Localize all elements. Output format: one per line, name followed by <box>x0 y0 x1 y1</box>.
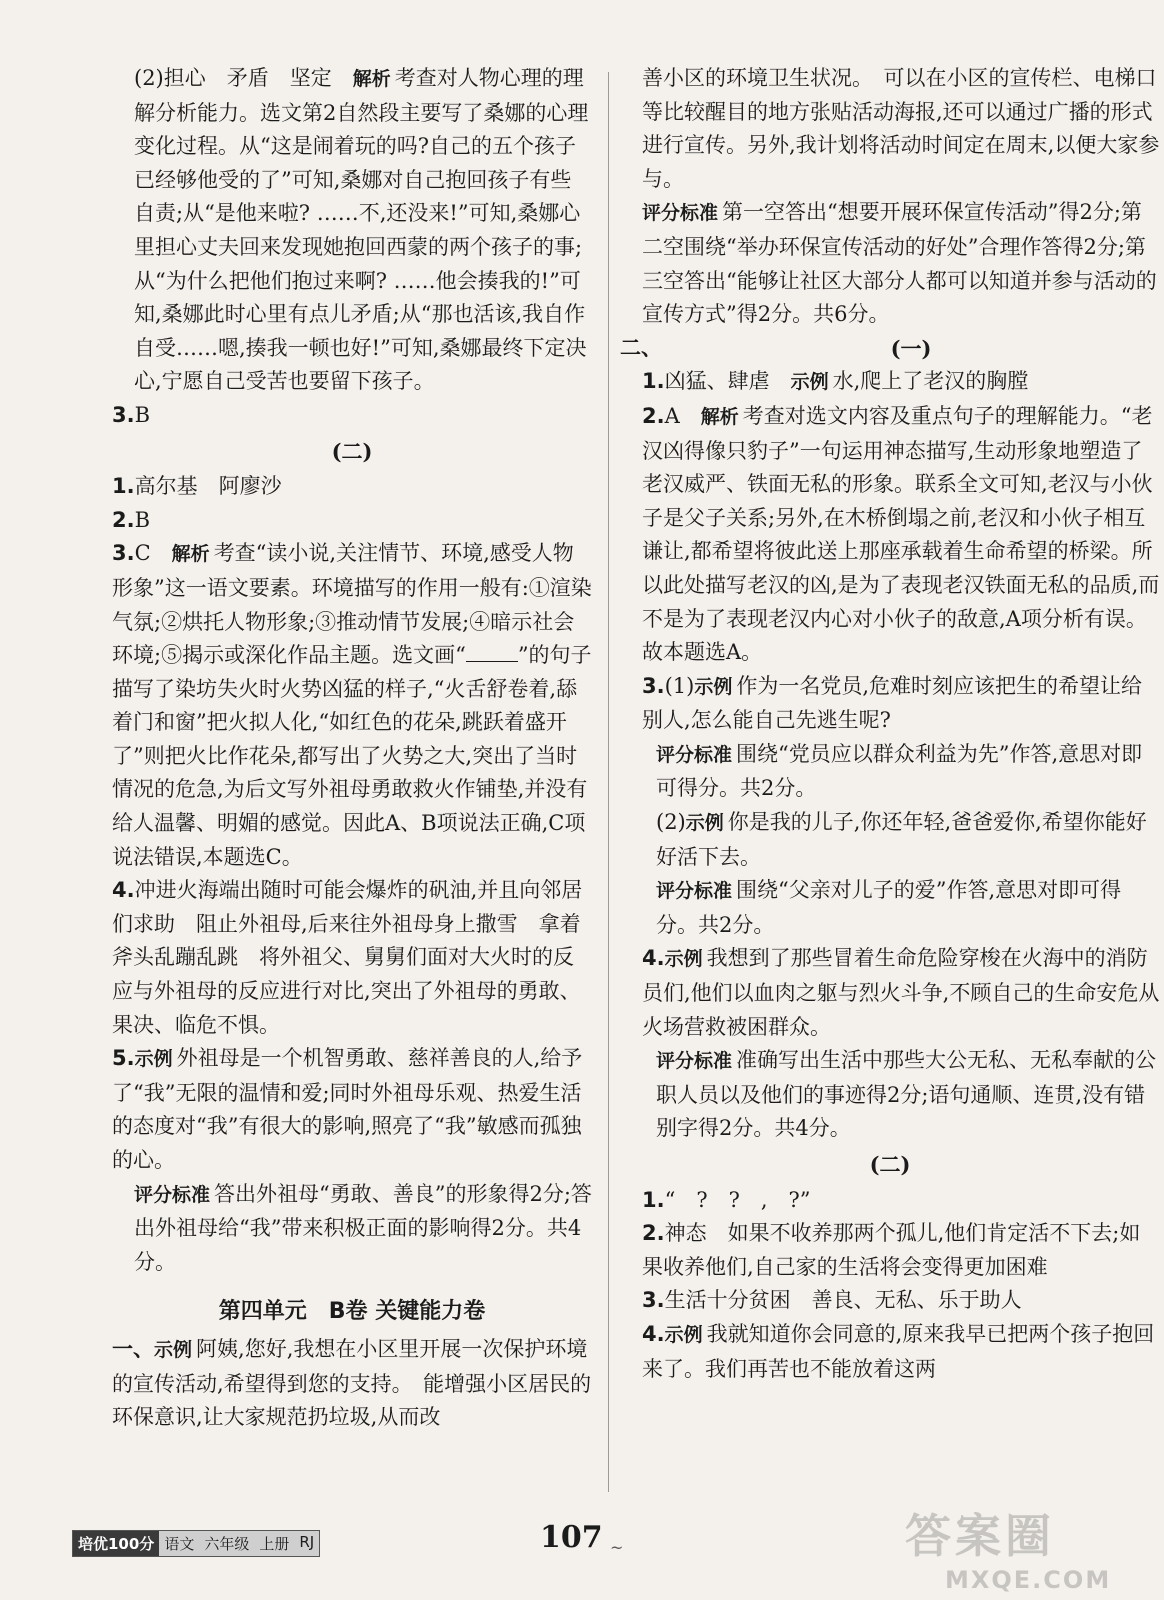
right-column <box>620 62 1160 1386</box>
underline-blank <box>466 643 518 662</box>
book-series-label <box>72 1530 320 1557</box>
answer-1: 1.高尔基 阿廖沙 <box>112 474 282 499</box>
unit-title: 第四单元 B卷 关键能力卷 <box>218 1299 486 1325</box>
watermark-text: 答案圈 <box>905 1509 1055 1563</box>
page-number: 107 <box>540 1520 603 1555</box>
part-1-answer-cont: 善小区的环境卫生状况。 可以在小区的宣传栏、电梯口等比较醒目的地方张贴活动海报,还可以通过广播的形式进行宣传。另外,我计划将活动时间定在周末,以便大家参与。 <box>642 66 1160 191</box>
answer-3-analysis: 3.C 解析 考查“读小说,关注情节、环境,感受人物形象”这一语文要素。环境描写的作用一般有:①渲染气氛;②烘托人物形象;③推动情节发展;④暗示社会环境;⑤揭示或深化作品主题。选文画“ ”的句子描写了染坊失火时火势凶猛的样子,“火舌舒卷着,舔着门和窗”把火拟人化,“如红色的花朵,跳跃着盛开了”则把火比作花朵,都写出了火势之大,突出了当时情况的危急,为后文写外祖母勇敢救火作铺垫,并没有给人温馨、明媚的感觉。因此A、B项说法正确,C项说法错误,本题选C。 <box>112 541 592 869</box>
scoring-standard: 评分标准 答出外祖母“勇敢、善良”的形象得2分;答出外祖母给“我”带来积极正面的影响得2分。共4分。 <box>134 1181 592 1274</box>
answer-b3-2: (2)示例 你是我的儿子,你还年轻,爸爸爱你,希望你能好好活下去。 <box>656 810 1147 869</box>
answer-2: 2.B <box>112 507 151 532</box>
volume-label: 上册 <box>254 1531 294 1556</box>
page-number-ornament: ~ <box>610 1538 624 1557</box>
answer-c1: 1.“ ? ? , ?” <box>642 1187 811 1212</box>
answer-c3: 3.生活十分贫困 善良、无私、乐于助人 <box>642 1288 1022 1313</box>
answer-b2: 2.A 解析 考查对选文内容及重点句子的理解能力。“老汉凶得像只豹子”一句运用神态描写,生动形象地塑造了老汉威严、铁面无私的形象。联系全文可知,老汉与小伙子是父子关系;另外,在木桥倒塌之前,老汉和小伙子相互谦让,都希望将彼此送上那座承载着生命希望的桥梁。所以此处描写老汉的凶,是为了表现老汉铁面无私的品质,而不是为了表现老汉内心对小伙子的敌意,A项分析有误。故本题选A。 <box>642 403 1160 665</box>
section-two-heading: 二、 (一) <box>620 335 932 361</box>
answer-b4: 4.示例 我想到了那些冒着生命危险穿梭在火海中的消防员们,他们以血肉之躯与烈火斗争,不顾自己的生命安危从火场营救被困群众。 <box>642 946 1160 1039</box>
answer-b3-1: 3.(1)示例 作为一名党员,危难时刻应该把生的希望让给别人,怎么能自己先逃生呢? <box>642 673 1143 733</box>
edition-label: RJ <box>294 1531 319 1556</box>
grade-label: 六年级 <box>199 1531 254 1556</box>
scoring-standard: 评分标准 围绕“党员应以群众利益为先”作答,意思对即可得分。共2分。 <box>656 741 1143 801</box>
series-brand: 培优100分 <box>73 1531 159 1556</box>
left-column <box>112 62 592 1435</box>
answer-4: 4.冲进火海端出随时可能会爆炸的矾油,并且向邻居们求助 阻止外祖母,后来往外祖母身上撒雪 拿着斧头乱蹦乱跳 将外祖父、舅舅们面对大火时的反应与外祖母的反应进行对比,突出了外祖母的勇敢、果决、临危不惧。 <box>112 878 583 1037</box>
answer-b1: 1.凶猛、肆虐 示例 水,爬上了老汉的胸膛 <box>642 369 1029 394</box>
column-divider <box>608 72 609 1492</box>
answer-5: 5.示例 外祖母是一个机智勇敢、慈祥善良的人,给予了“我”无限的温情和爱;同时外祖母乐观、热爱生活的态度对“我”有很大的影响,照亮了“我”敏感而孤独的心。 <box>112 1046 583 1172</box>
answer-2-2: (2)担心 矛盾 坚定 解析 考查对人物心理的理解分析能力。选文第2自然段主要写了桑娜的心理变化过程。从“这是闹着玩的吗?自己的五个孩子已经够他受的了”可知,桑娜对自己抱回孩子有些自责;从“是他来啦? ……不,还没来!”可知,桑娜心里担心丈夫回来发现她抱回西蒙的两个孩子的事;从“为什么把他们抱过来啊? ……他会揍我的!”可知,桑娜此时心里有点儿矛盾;从“那也活该,我自作自受……嗯,揍我一顿也好!”可知,桑娜最终下定决心,宁愿自己受苦也要留下孩子。 <box>134 66 589 394</box>
section-heading-2: (二) <box>869 1152 911 1177</box>
answer-c4: 4.示例 我就知道你会同意的,原来我早已把两个孩子抱回来了。我们再苦也不能放着这两 <box>642 1321 1155 1381</box>
site-watermark-logo <box>905 1500 1155 1595</box>
answer-c2: 2.神态 如果不收养那两个孤儿,他们肯定活不下去;如果收养他们,自己家的生活将会变得更加困难 <box>642 1221 1141 1279</box>
scoring-standard: 评分标准 准确写出生活中那些大公无私、无私奉献的公职人员以及他们的事迹得2分;语句通顺、连贯,没有错别字得2分。共4分。 <box>656 1048 1157 1141</box>
scoring-standard: 评分标准 第一空答出“想要开展环保宣传活动”得2分;第二空围绕“举办环保宣传活动的好处”合理作答得2分;第三空答出“能够让社区大部分人都可以知道并参与活动的宣传方式”得2分。共6分。 <box>642 200 1157 327</box>
scoring-standard: 评分标准 围绕“父亲对儿子的爱”作答,意思对即可得分。共2分。 <box>656 878 1122 937</box>
part-1-answer: 一、示例 阿姨,您好,我想在小区里开展一次保护环境的宣传活动,希望得到您的支持。 能增强小区居民的环保意识,让大家规范扔垃圾,从而改 <box>112 1336 592 1430</box>
subject-label: 语文 <box>159 1531 199 1556</box>
section-heading-2: (二) <box>331 438 373 464</box>
watermark-url: MXQE.COM <box>945 1566 1112 1594</box>
answer-3: 3.B <box>112 402 151 427</box>
